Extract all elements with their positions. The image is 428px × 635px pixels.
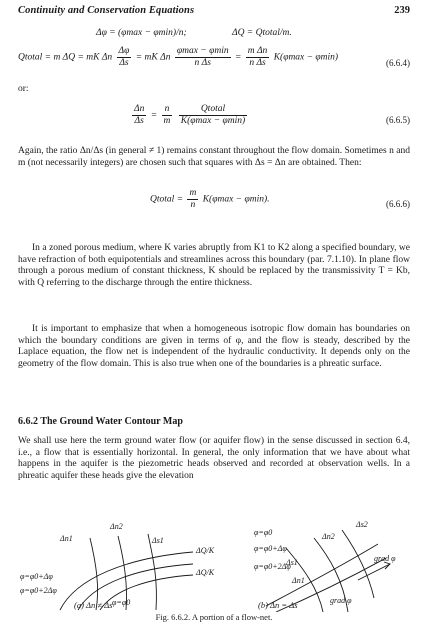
figure-a-label: (a) Δn ≠ Δs	[74, 600, 113, 610]
equation-6-6-5	[130, 104, 249, 127]
eq-6-6-5-f2-den: m	[163, 116, 171, 126]
eq-6-6-5-fraction-1	[132, 104, 146, 127]
eq-6-6-4-f1-num: Δφ	[118, 46, 130, 56]
eq-6-6-6-fraction	[187, 188, 198, 211]
fig-b-label-ds2: Δs2	[356, 520, 368, 529]
fig-a-label-phi1: φ=φ0+Δφ	[20, 572, 53, 581]
page-header	[18, 5, 410, 21]
eq-6-6-6-f-den: n	[190, 200, 196, 210]
fig-b-label-phi2: φ=φ0+2Δφ	[254, 562, 291, 571]
equipotential-b-3	[342, 530, 374, 598]
equation-6-6-4	[18, 46, 338, 69]
eq-6-6-4-f3-den: n Δs	[249, 58, 266, 68]
fig-a-label-dn2: Δn2	[110, 522, 123, 531]
eq-6-6-5-f3-den: K(φmax − φmin)	[180, 116, 246, 126]
paragraph-zoned-medium: In a zoned porous medium, where K varies abruptly from K1 to K2 along a specified boundary, we have refraction of both equipotentials and streamlines across this boundary (par. 7.1.10). In plane flow through a porous medium of constant thickness, K should be replaced by the transmissivity T = Kb, with Q referring to the discharge through the entire thickness.	[18, 243, 410, 288]
equation-number-6-6-6: (6.6.6)	[386, 199, 410, 209]
fig-b-label-dn1: Δn1	[292, 576, 305, 585]
eq-6-6-5-f2-num: n	[162, 104, 173, 116]
fig-a-label-phi0: φ=φ0	[112, 598, 131, 607]
equation-number-6-6-5: (6.6.5)	[386, 115, 410, 125]
fig-a-label-dq-k-1: ΔQ/K	[196, 546, 215, 555]
eq-6-6-4-f1-den: Δs	[119, 58, 129, 68]
equation-delta-q: ΔQ = Qtotal/m.	[232, 28, 292, 38]
equation-number-6-6-4: (6.6.4)	[386, 58, 410, 68]
section-title: 6.6.2 The Ground Water Contour Map	[18, 416, 183, 427]
fig-a-label-ds1: Δs1	[152, 536, 164, 545]
fig-a-label-dq-k-2: ΔQ/K	[196, 568, 215, 577]
eq-6-6-6-tail: K(φmax − φmin).	[202, 194, 270, 205]
eq-6-6-6-lhs: Qtotal =	[150, 194, 184, 205]
or-label: or:	[18, 84, 29, 94]
fig-a-label-phi2: φ=φ0+2Δφ	[20, 586, 57, 595]
fig-b-label-grad-2: grad φ	[330, 596, 352, 605]
eq-6-6-4-middle: = mK Δn	[135, 52, 171, 63]
eq-6-6-4-tail: K(φmax − φmin)	[273, 52, 339, 63]
eq-6-6-6-f-num: m	[189, 188, 197, 198]
equation-delta-phi: Δφ = (φmax − φmin)/n;	[96, 28, 187, 38]
eq-6-6-4-lhs: Qtotal = m ΔQ = mK Δn	[18, 52, 113, 63]
paragraph-ratio: Again, the ratio Δn/Δs (in general ≠ 1) remains constant throughout the flow domain. Sometimes n and m (not necessarily integers) are chosen such that squares with Δs = Δn are obtained. Then:	[18, 146, 410, 168]
eq-6-6-4-fraction-2	[175, 46, 231, 69]
eq-6-6-4-f2-den: n Δs	[194, 58, 211, 68]
figure-b-label: (b) Δn = Δs	[258, 600, 298, 610]
fig-b-label-grad-1: grad φ	[374, 554, 396, 563]
eq-6-6-5-fraction-2	[162, 104, 173, 127]
eq-6-6-5-f1-den: Δs	[134, 116, 144, 126]
eq-6-6-4-f3-num: m Δn	[247, 46, 268, 56]
streamline-b-1	[266, 544, 378, 606]
running-head: Continuity and Conservation Equations	[18, 5, 195, 16]
paragraph-emphasize: It is important to emphasize that when a homogeneous isotropic flow domain has boundaries on which the boundary conditions are given in terms of φ, and the flow is steady, described by the Laplace equation, the flow net is independent of the hydraulic conductivity. It depends only on the geometry of the flow domain. This is also true when one of the boundaries is a phreatic surface.	[18, 324, 410, 369]
eq-6-6-5-f3-num: Qtotal	[179, 104, 247, 116]
eq-6-6-5-equals: =	[150, 110, 158, 121]
equipotential-a-3	[148, 534, 156, 610]
fig-b-label-dn2: Δn2	[322, 532, 335, 541]
figure-caption: Fig. 6.6.2. A portion of a flow-net.	[155, 612, 273, 622]
equation-6-6-6	[150, 188, 270, 211]
page-number: 239	[394, 5, 410, 16]
eq-6-6-4-fraction-1	[117, 46, 132, 69]
fig-b-label-ds1: Δs1	[286, 558, 298, 567]
eq-6-6-4-fraction-3	[246, 46, 270, 69]
fig-b-label-phi1: φ=φ0+Δφ	[254, 544, 287, 553]
eq-6-6-4-f2-num: φmax − φmin	[176, 46, 229, 56]
eq-6-6-5-fraction-3	[179, 104, 247, 127]
eq-6-6-5-f1-num: Δn	[134, 104, 145, 114]
eq-6-6-4-equals: =	[234, 52, 242, 63]
fig-a-label-dn1: Δn1	[60, 534, 73, 543]
paragraph-contour-map: We shall use here the term ground water flow (or aquifer flow) in the sense discussed in section 6.4, i.e., a flow that is essentially horizontal. In general, the only information that we have about what happens in the aquifer is the piezometric heads observed and recorded at observation wells. In a phreatic aquifer these heads give the elevation	[18, 436, 410, 481]
fig-b-label-phi0: φ=φ0	[254, 528, 273, 537]
